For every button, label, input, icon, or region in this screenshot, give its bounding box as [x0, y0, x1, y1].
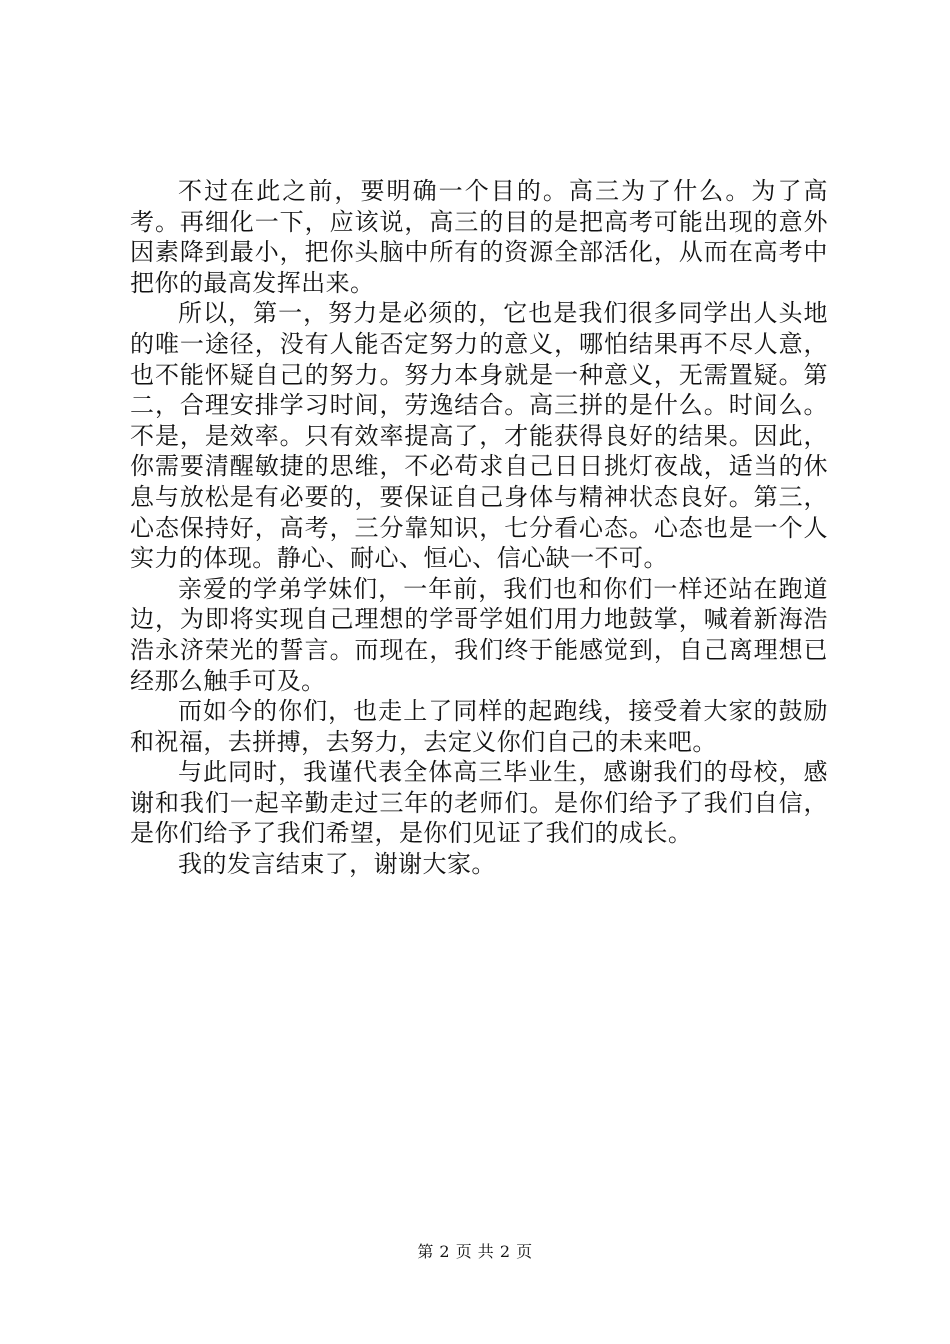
paragraph: 而如今的你们，也走上了同样的起跑线，接受着大家的鼓励和祝福，去拼搏，去努力，去定义你们自己的未来吧。 — [130, 697, 828, 756]
page-number-footer: 第 2 页 共 2 页 — [417, 1242, 533, 1261]
paragraph: 所以，第一，努力是必须的，它也是我们很多同学出人头地的唯一途径，没有人能否定努力的意义，哪怕结果再不尽人意，也不能怀疑自己的努力。努力本身就是一种意义，无需置疑。第二，合理安排学习时间，劳逸结合。高三拼的是什么。时间么。不是，是效率。只有效率提高了，才能获得良好的结果。因此，你需要清醒敏捷的思维，不必苟求自己日日挑灯夜战，适当的休息与放松是有必要的，要保证自己身体与精神状态良好。第三，心态保持好，高考，三分靠知识，七分看心态。心态也是一个人实力的体现。静心、耐心、恒心、信心缺一不可。 — [130, 299, 828, 573]
paragraph: 我的发言结束了，谢谢大家。 — [178, 850, 496, 879]
document-body — [130, 176, 828, 880]
paragraph: 亲爱的学弟学妹们，一年前，我们也和你们一样还站在跑道边，为即将实现自己理想的学哥学姐们用力地鼓掌，喊着新海浩浩永济荣光的誓言。而现在，我们终于能感觉到，自己离理想已经那么触手可及。 — [130, 574, 828, 695]
paragraph: 不过在此之前，要明确一个目的。高三为了什么。为了高考。再细化一下，应该说，高三的目的是把高考可能出现的意外因素降到最小，把你头脑中所有的资源全部活化，从而在高考中把你的最高发挥出来。 — [130, 177, 828, 297]
paragraph: 与此同时，我谨代表全体高三毕业生，感谢我们的母校，感谢和我们一起辛勤走过三年的老师们。是你们给予了我们自信，是你们给予了我们希望，是你们见证了我们的成长。 — [130, 758, 828, 848]
